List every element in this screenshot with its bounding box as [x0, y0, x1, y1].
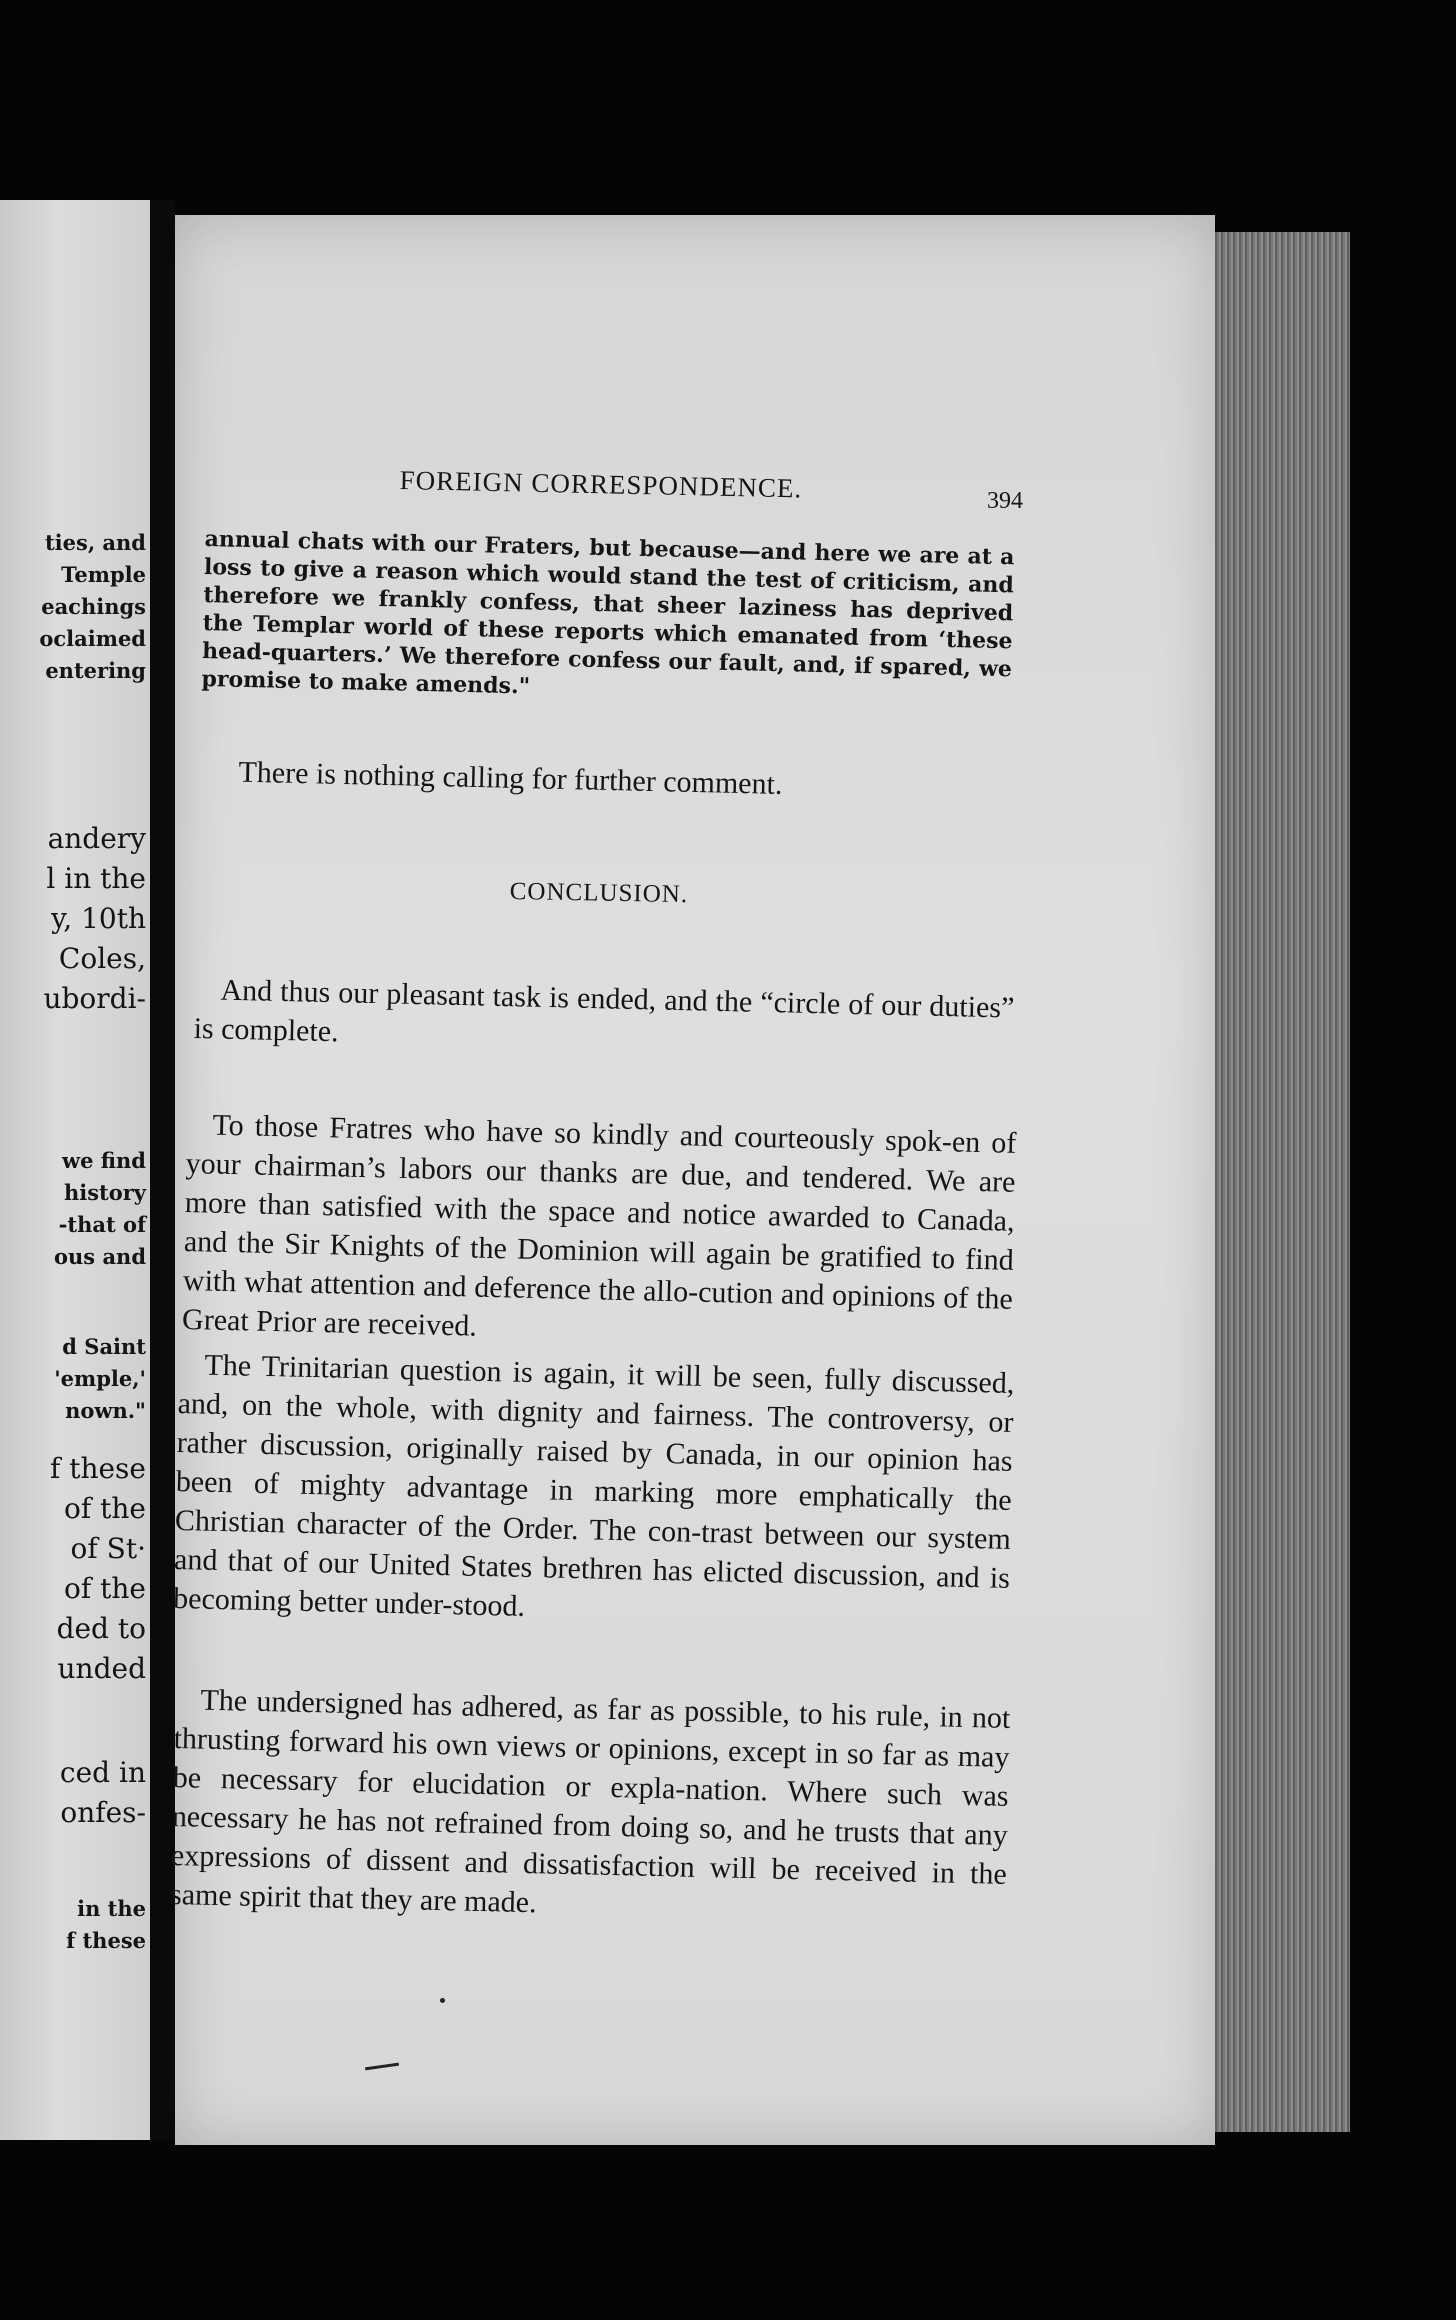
- running-head: FOREIGN CORRESPONDENCE.: [399, 465, 803, 504]
- left-page-fragment: d Saint: [62, 1334, 146, 1359]
- left-page-fragment: entering: [45, 658, 146, 683]
- left-page-fragment: nown.": [65, 1398, 146, 1423]
- paragraph-3: The Trinitarian question is again, it will be seen, fully discussed, and, on the whole, with dignity and fairness. The controversy, or rather discussion, originally raised by Canada, in our opinion has been of mighty advantage in marking more emphatically the Christian character of the Order. The con-trast between our system and that of our United States brethren has elicted discussion, and is becoming better under-stood.: [172, 1348, 1015, 1623]
- left-page-fragment: onfes-: [60, 1796, 146, 1829]
- left-page-fragment: of the: [64, 1572, 146, 1605]
- quote-block: annual chats with our Fraters, but because—and here we are at a loss to give a reason which would stand the test of criticism, and therefore we frankly confess, that sheer laziness has deprived the Templar world of these reports which emanated from ‘these head-quarters.’ We therefore confess our fault, and, if spared, we promise to make amends.": [201, 525, 1015, 700]
- left-page-fragment: f these: [66, 1928, 146, 1953]
- left-page-fragment: ous and: [54, 1244, 146, 1269]
- left-page-fragment: ubordi-: [43, 982, 146, 1015]
- section-heading-conclusion: CONCLUSION.: [509, 878, 689, 909]
- left-page-fragment: f these: [49, 1452, 146, 1485]
- left-page-fragment: -that of: [58, 1212, 146, 1237]
- left-page-fragment: l in the: [46, 862, 146, 895]
- paragraph-1: And thus our pleasant task is ended, and the “circle of our duties” is complete.: [193, 973, 1015, 1049]
- ink-dot: [440, 1998, 445, 2003]
- left-page-fragment: of the: [64, 1492, 146, 1525]
- left-page-fragment: eachings: [41, 594, 146, 619]
- left-page-fragment: oclaimed: [39, 626, 146, 651]
- left-page-fragment: history: [63, 1180, 146, 1205]
- left-page-fragment: we find: [62, 1148, 146, 1173]
- left-facing-page: [0, 200, 150, 2140]
- paragraph-2: To those Fratres who have so kindly and courteously spok-en of your chairman’s labors our thanks are due, and tendered. We are more than satisfied with the space and notice awarded to Canada, and the Sir Knights of the Dominion will again be gratified to find with what attention and deference the allo-cution and opinions of the Great Prior are received.: [181, 1108, 1017, 1343]
- main-page: [169, 215, 1215, 2145]
- left-page-fragment: ded to: [56, 1612, 146, 1645]
- comment-paragraph: There is nothing calling for further comment.: [238, 755, 783, 801]
- left-page-fragment: andery: [47, 822, 146, 855]
- left-page-fragment: Temple: [61, 562, 146, 587]
- left-page-fragment: ties, and: [44, 530, 146, 555]
- left-page-fragment: in the: [77, 1896, 146, 1921]
- page-number: 394: [987, 488, 1023, 514]
- page-edges: [1200, 232, 1350, 2132]
- left-page-fragment: ced in: [59, 1756, 146, 1789]
- paragraph-4: The undersigned has adhered, as far as possible, to his rule, in not thrusting forward his own views or opinions, except in so far as may be necessary for elucidation or expla-nation. Where such was necessary he has not refrained from doing so, and he trusts that any expressions of dissent and dissatisfaction will be received in the same spirit that they are made.: [169, 1683, 1011, 1920]
- ink-mark: [365, 2063, 399, 2071]
- left-page-fragment: Coles,: [58, 942, 146, 975]
- left-page-fragment: 'emple,': [54, 1366, 146, 1391]
- left-page-fragment: y, 10th: [51, 902, 146, 935]
- left-page-fragment: of St·: [70, 1532, 146, 1565]
- left-page-fragment: unded: [57, 1652, 146, 1685]
